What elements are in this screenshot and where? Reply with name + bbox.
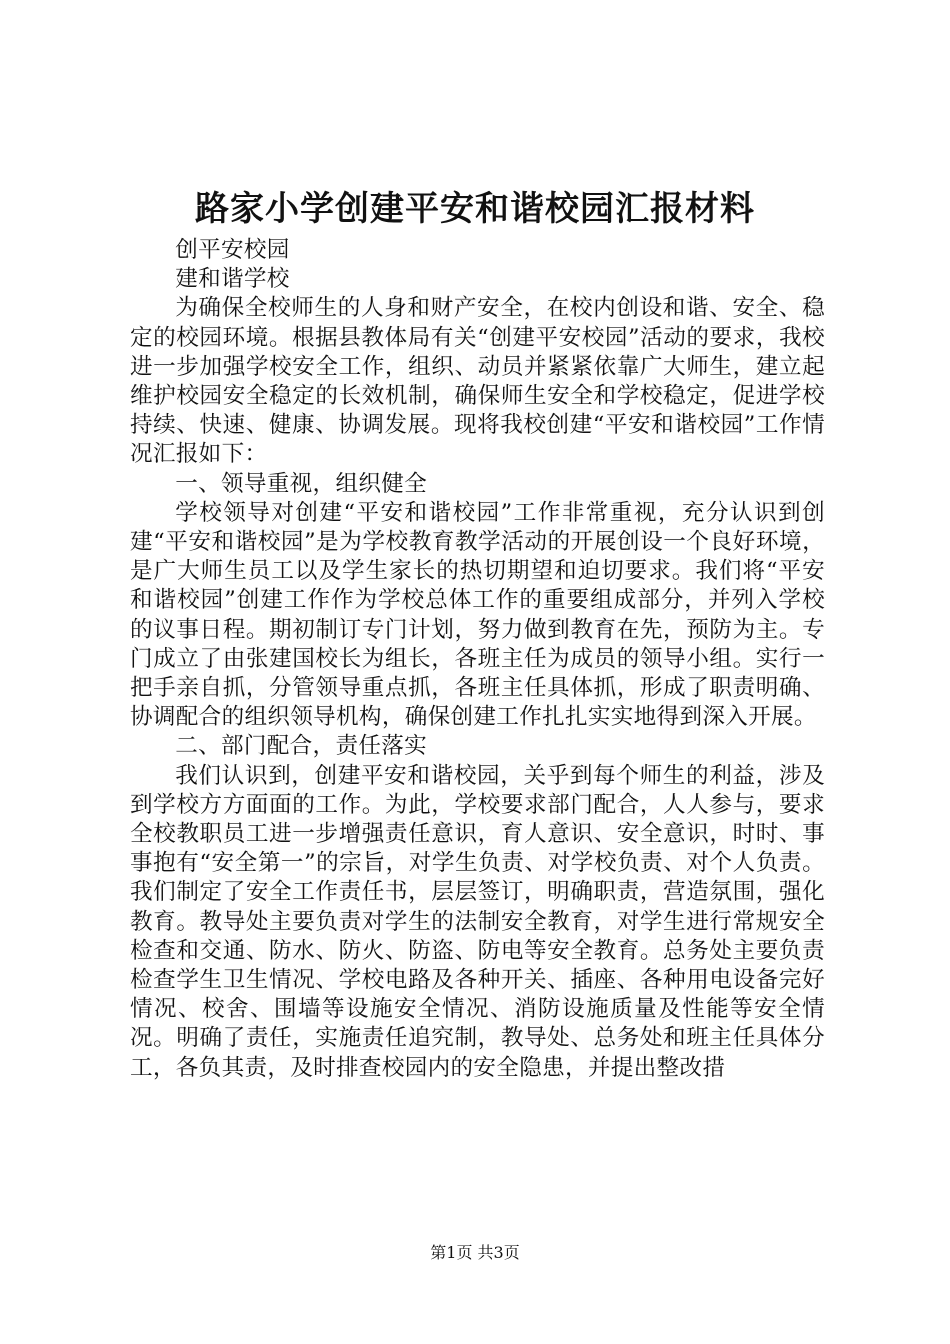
section-heading-1: 一、领导重视，组织健全 (175, 470, 428, 497)
document-title: 路家小学创建平安和谐校园汇报材料 (195, 189, 755, 229)
paragraph-intro: 为确保全校师生的人身和财产安全，在校内创设和谐、安全、稳定的校园环境。根据县教体局有关“创建平安校园”活动的要求，我校进一步加强学校安全工作，组织、动员并紧紧依靠广大师生，建立起维护校园安全稳定的长效机制，确保师生安全和学校稳定，促进学校持续、快速、健康、协调发展。现将我校创建“平安和谐校园”工作情况汇报如下： (130, 295, 825, 468)
section-heading-2: 二、部门配合，责任落实 (175, 733, 428, 760)
document-body (130, 236, 825, 1083)
paragraph-section-1: 学校领导对创建“平安和谐校园”工作非常重视，充分认识到创建“平安和谐校园”是为学校教育教学活动的开展创设一个良好环境，是广大师生员工以及学生家长的热切期望和迫切要求。我们将“平安和谐校园”创建工作作为学校总体工作的重要组成部分，并列入学校的议事日程。期初制订专门计划，努力做到教育在先，预防为主。专门成立了由张建国校长为组长，各班主任为成员的领导小组。实行一把手亲自抓，分管领导重点抓，各班主任具体抓，形成了职责明确、协调配合的组织领导机构，确保创建工作扎扎实实地得到深入开展。 (130, 499, 825, 731)
page-footer: 第1页 共3页 (430, 1243, 520, 1262)
paragraph-slogan-1: 创平安校园 (175, 237, 290, 263)
paragraph-slogan-2: 建和谐学校 (175, 266, 290, 293)
paragraph-section-2: 我们认识到，创建平安和谐校园，关乎到每个师生的利益，涉及到学校方方面面的工作。为此，学校要求部门配合，人人参与，要求全校教职员工进一步增强责任意识，育人意识、安全意识，时时、事事抱有“安全第一”的宗旨，对学生负责、对学校负责、对个人负责。我们制定了安全工作责任书，层层签订，明确职责，营造氛围，强化教育。教导处主要负责对学生的法制安全教育，对学生进行常规安全检查和交通、防水、防火、防盗、防电等安全教育。总务处主要负责检查学生卫生情况、学校电路及各种开关、插座、各种用电设备完好情况、校舍、围墙等设施安全情况、消防设施质量及性能等安全情况。明确了责任，实施责任追究制，教导处、总务处和班主任具体分工，各负其责，及时排查校园内的安全隐患，并提出整改措 (130, 762, 825, 1081)
